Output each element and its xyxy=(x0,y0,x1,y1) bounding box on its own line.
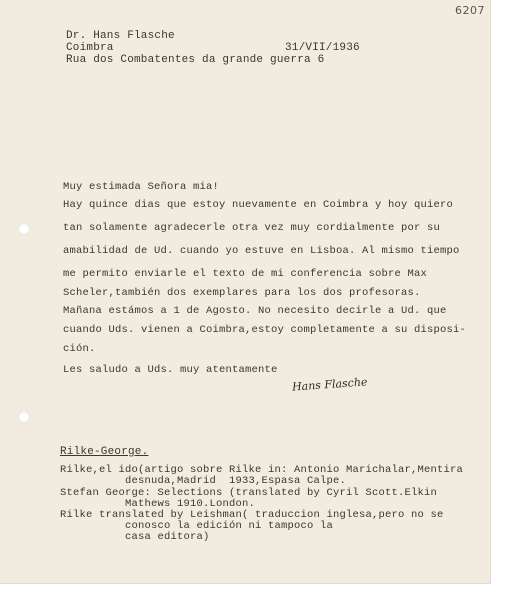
notes-heading: Rilke-George. xyxy=(60,446,149,458)
body-line: amabilidad de Ud. cuando yo estuve en Lisboa. Al mismo tiempo xyxy=(63,245,460,257)
punch-hole xyxy=(18,411,30,423)
body-line: ción. xyxy=(63,343,96,355)
notes-line: Rilke translated by Leishman( traduccion inglesa,pero no se xyxy=(60,509,444,521)
notes-line: casa editora) xyxy=(60,531,210,543)
body-line: cuando Uds. vienen a Coimbra,estoy completamente a su disposi- xyxy=(63,324,467,336)
notes-line: conosco la edición ni tampoco la xyxy=(60,520,334,532)
sender-city: Coimbra xyxy=(66,42,114,54)
sender-name: Dr. Hans Flasche xyxy=(66,30,175,42)
archive-number: 6207 xyxy=(455,4,485,17)
body-line: tan solamente agradecerle otra vez muy cordialmente por su xyxy=(63,222,441,234)
notes-line: desnuda,Madrid 1933,Espasa Calpe. xyxy=(60,475,347,487)
letter-date: 31/VII/1936 xyxy=(285,42,360,54)
body-line: me permito enviarle el texto de mi conferencia sobre Max xyxy=(63,268,428,280)
body-line: Mañana estámos a 1 de Agosto. No necesito decirle a Ud. que xyxy=(63,305,447,317)
closing: Les saludo a Uds. muy atentamente xyxy=(63,364,278,376)
signature: Hans Flasche xyxy=(291,375,368,394)
punch-hole xyxy=(18,223,30,235)
sender-address: Rua dos Combatentes da grande guerra 6 xyxy=(66,54,325,66)
salutation: Muy estimada Señora mia! xyxy=(63,181,220,193)
notes-line: Stefan George: Selections (translated by Cyril Scott.Elkin xyxy=(60,487,438,499)
body-line: Scheler,también dos exemplares para los dos profesoras. xyxy=(63,287,421,299)
notes-line: Mathews 1910.London. xyxy=(60,498,256,510)
body-line: Hay quince dias que estoy nuevamente en Coimbra y hoy quiero xyxy=(63,199,454,211)
notes-line: Rilke,el ido(artigo sobre Rilke in: Antonio Marichalar,Mentira xyxy=(60,464,464,476)
